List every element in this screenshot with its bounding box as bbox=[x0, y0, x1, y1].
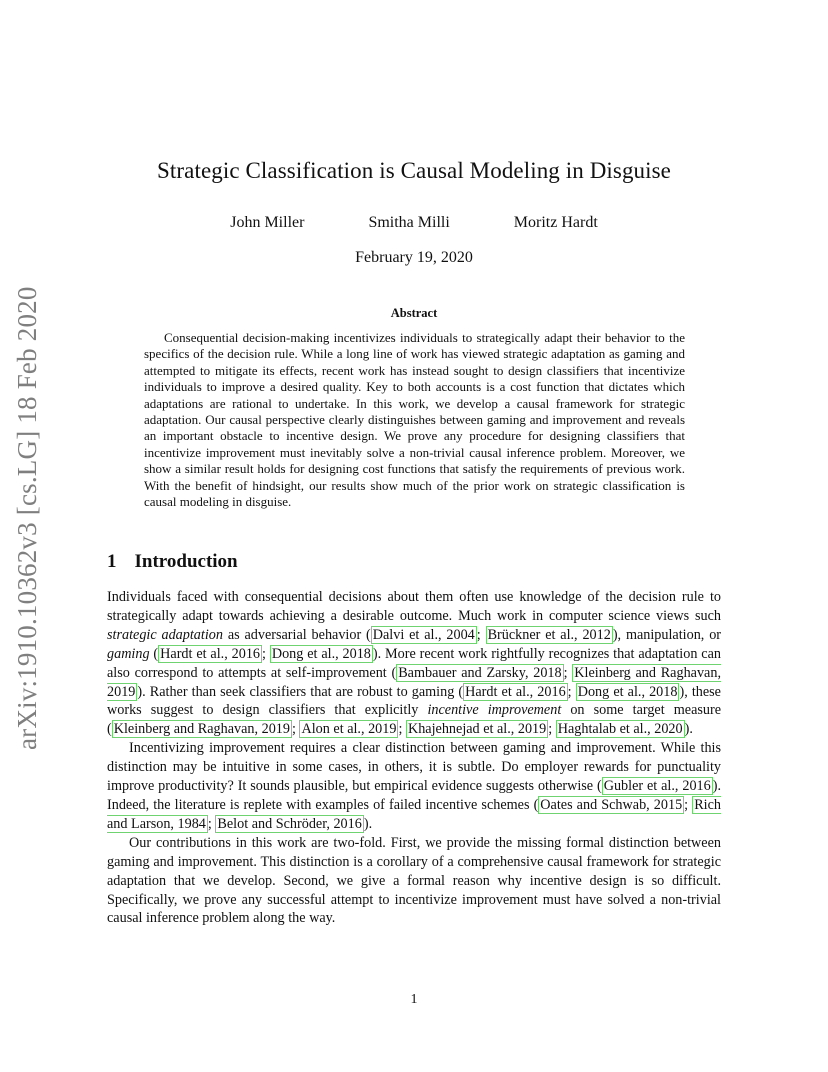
text: ). bbox=[363, 815, 373, 832]
author-name: Moritz Hardt bbox=[513, 214, 598, 231]
abstract-heading: Abstract bbox=[390, 306, 438, 320]
citation-link[interactable]: Dalvi et al., 2004 bbox=[372, 626, 475, 643]
text: ; bbox=[291, 721, 300, 738]
citation-link[interactable]: Kleinberg and Raghavan, 2019 bbox=[113, 721, 290, 738]
text: ; bbox=[567, 683, 576, 700]
citation-link[interactable]: Oates and Schwab, 2015 bbox=[540, 796, 683, 813]
text: on some target measure ( bbox=[107, 702, 722, 738]
section-number: 1 bbox=[107, 551, 117, 572]
text: ; bbox=[262, 645, 270, 662]
emphasis: incentive improvement bbox=[427, 702, 562, 719]
paragraph bbox=[107, 588, 721, 739]
author-name: Smitha Milli bbox=[368, 214, 450, 231]
citation-link[interactable]: Khajehnejad et al., 2019 bbox=[407, 721, 547, 738]
citation-link[interactable]: Haghtalab et al., 2020 bbox=[557, 721, 683, 738]
paragraph bbox=[107, 739, 721, 834]
citation-link[interactable]: Rich and Larson, 1984 bbox=[107, 796, 721, 832]
paragraph: Our contributions in this work are two-fold. First, we provide the missing formal distinction between gaming and improvement. This distinction is a corollary of a comprehensive causal framework for strategic adaptation that we develop. Second, we give a formal reason why incentive design is so difficult. Specifically, we prove any successful attempt to incentivize improvement must have solved a non-trivial causal inference problem along the way. bbox=[107, 834, 721, 927]
arxiv-stamp: arXiv:1910.10362v3 [cs.LG] 18 Feb 2020 bbox=[12, 286, 42, 750]
text: Incentivizing improvement requires a clear distinction between gaming and improvement. While this distinction may be intuitive in some cases, in others, it is subtle. Do employer rewards for punctuality improve productivity? It sounds plausible, but empirical evidence suggests otherwise ( bbox=[107, 740, 721, 795]
text: ; bbox=[207, 815, 216, 832]
citation-link[interactable]: Dong et al., 2018 bbox=[271, 645, 371, 662]
citation-link[interactable]: Gubler et al., 2016 bbox=[603, 778, 711, 795]
paper-title: Strategic Classification is Causal Modeling in Disguise bbox=[157, 158, 671, 183]
text: ( bbox=[149, 645, 159, 662]
text: ). More recent work rightfully recognizes that adaptation can also correspond to attempts at self-improvement ( bbox=[107, 645, 721, 681]
emphasis: strategic adaptation bbox=[107, 626, 223, 643]
text: ; bbox=[476, 626, 486, 643]
citation-link[interactable]: Alon et al., 2019 bbox=[301, 721, 397, 738]
text: ; bbox=[548, 721, 556, 738]
text: ; bbox=[398, 721, 406, 738]
text: as adversarial behavior ( bbox=[222, 626, 371, 643]
citation-link[interactable]: Kleinberg and Raghavan, 2019 bbox=[107, 664, 721, 700]
abstract-text: Consequential decision-making incentivizes individuals to strategically adapt their behavior to the specifics of the decision rule. While a long line of work has viewed strategic adaptation as gaming and attempted to mitigate its effects, recent work has instead sought to design classifiers that incentivize individuals to improve a desired quality. Key to both accounts is a cost function that dictates which adaptations are rational to undertake. In this work, we develop a causal framework for strategic adaptation. Our causal perspective clearly distinguishes between gaming and improvement and reveals an important obstacle to incentive design. We prove any procedure for designing classifiers that incentivize improvement must inevitably solve a non-trivial causal inference problem. Moreover, we show a similar result holds for designing cost functions that satisfy the requirements of previous work. With the benefit of hindsight, our results show much of the prior work on strategic classification is causal modeling in disguise. bbox=[144, 330, 685, 510]
text: ). Rather than seek classifiers that are robust to gaming ( bbox=[137, 683, 464, 700]
citation-link[interactable]: Belot and Schröder, 2016 bbox=[217, 815, 362, 832]
emphasis: gaming bbox=[107, 645, 150, 662]
citation-link[interactable]: Brückner et al., 2012 bbox=[487, 626, 611, 643]
text: ), manipulation, or bbox=[612, 626, 722, 643]
paper-date: February 19, 2020 bbox=[355, 249, 473, 266]
page-number: 1 bbox=[410, 992, 418, 1007]
author-name: John Miller bbox=[230, 214, 305, 231]
citation-link[interactable]: Bambauer and Zarsky, 2018 bbox=[398, 664, 562, 681]
body-text bbox=[107, 588, 721, 928]
section-title: Introduction bbox=[134, 551, 238, 572]
text: ; bbox=[563, 664, 573, 681]
citation-link[interactable]: Hardt et al., 2016 bbox=[465, 683, 566, 700]
text: ; bbox=[684, 796, 693, 813]
author-list bbox=[0, 214, 828, 232]
text: ). bbox=[684, 721, 693, 738]
text: ), these works suggest to design classifiers that explicitly bbox=[107, 683, 721, 719]
citation-link[interactable]: Dong et al., 2018 bbox=[577, 683, 678, 700]
text: ). Indeed, the literature is replete with examples of failed incentive schemes ( bbox=[107, 778, 722, 813]
text: Individuals faced with consequential decisions about them often use knowledge of the decision rule to strategically adapt towards achieving a desirable outcome. Much work in computer science views such bbox=[107, 589, 721, 624]
citation-link[interactable]: Hardt et al., 2016 bbox=[160, 645, 261, 662]
section-heading bbox=[107, 551, 238, 573]
